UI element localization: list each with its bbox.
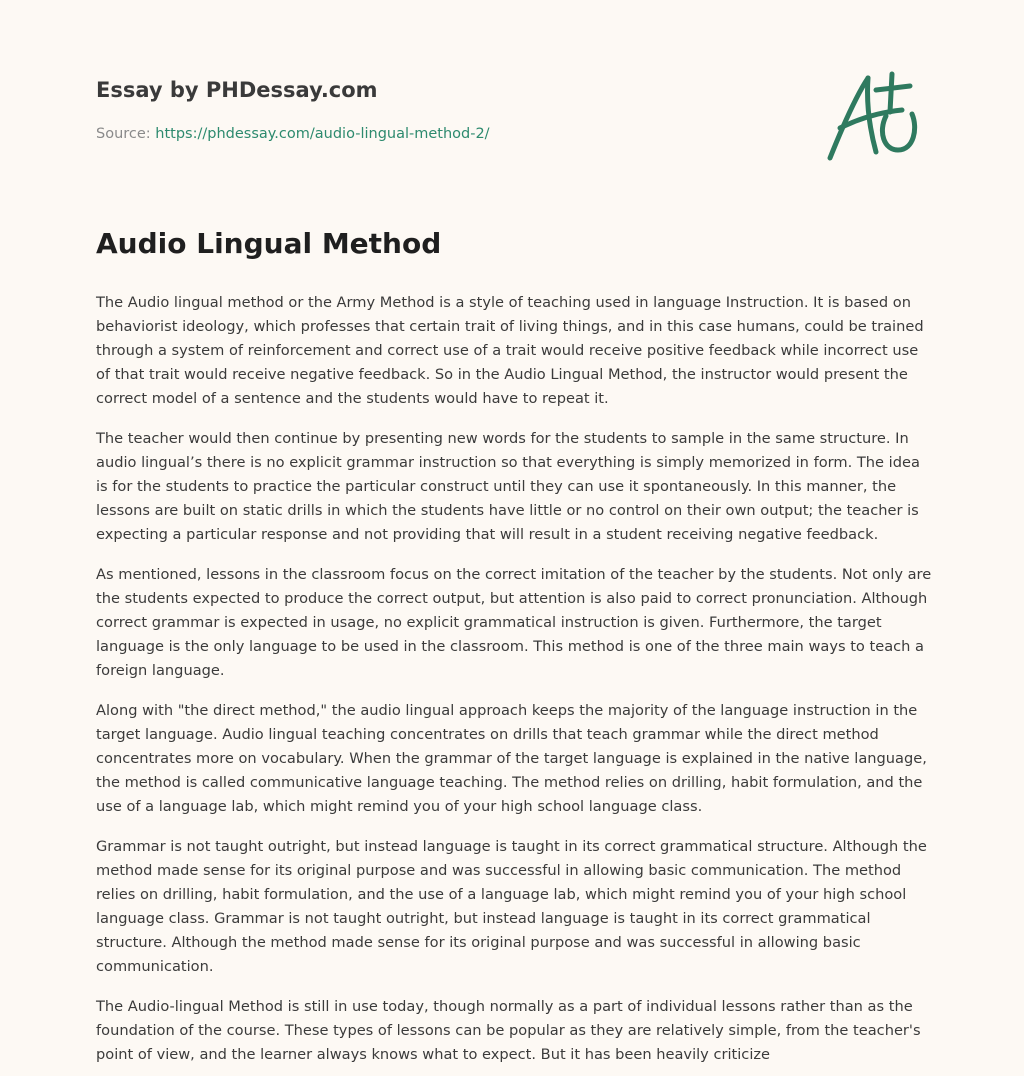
paragraph: Grammar is not taught outright, but instead language is taught in its correct grammatical structure. Although the method made sense for its original purpose and was successful in allowing basic communication. The method relies on drilling, habit formulation, and the use of a language lab, which might remind you of your high school language class. Grammar is not taught outright, but instead language is taught in its correct grammatical structure. Although the method made sense for its original purpose and was successful in allowing basic communication. <box>96 838 927 975</box>
source-link[interactable]: https://phdessay.com/audio-lingual-method-2/ <box>155 126 490 142</box>
a-plus-logo <box>820 66 930 166</box>
essay-title: Audio Lingual Method <box>96 227 442 260</box>
a-plus-logo-icon <box>820 66 930 166</box>
paragraph: The Audio-lingual Method is still in use today, though normally as a part of individual lessons rather than as the foundation of the course. These types of lessons can be popular as they are relatively simple, from the teacher's point of view, and the learner always knows what to expect. But it has been heavily criticize <box>96 998 921 1063</box>
source-line <box>96 124 796 144</box>
paragraph: The Audio lingual method or the Army Method is a style of teaching used in language Instruction. It is based on behaviorist ideology, which professes that certain trait of living things, and in this case humans, could be trained through a system of reinforcement and correct use of a trait would receive positive feedback while incorrect use of that trait would receive negative feedback. So in the Audio Lingual Method, the instructor would present the correct model of a sentence and the students would have to repeat it. <box>96 294 924 407</box>
essay-article <box>96 224 936 1076</box>
site-title: Essay by PHDessay.com <box>96 78 378 102</box>
paragraph: The teacher would then continue by presenting new words for the students to sample in the same structure. In audio lingual’s there is no explicit grammar instruction so that everything is simply memorized in form. The idea is for the students to practice the particular construct until they can use it spontaneously. In this manner, the lessons are built on static drills in which the students have little or no control on their own output; the teacher is expecting a particular response and not providing that will result in a student receiving negative feedback. <box>96 430 920 543</box>
page-header <box>96 76 796 144</box>
source-label: Source: <box>96 126 151 142</box>
paragraph: As mentioned, lessons in the classroom focus on the correct imitation of the teacher by the students. Not only are the students expected to produce the correct output, but attention is also paid to correct pronunciation. Although correct grammar is expected in usage, no explicit grammatical instruction is given. Furthermore, the target language is the only language to be used in the classroom. This method is one of the three main ways to teach a foreign language. <box>96 566 932 679</box>
paragraph: Along with "the direct method," the audio lingual approach keeps the majority of the language instruction in the target language. Audio lingual teaching concentrates on drills that teach grammar while the direct method concentrates more on vocabulary. When the grammar of the target language is explained in the native language, the method is called communicative language teaching. The method relies on drilling, habit formulation, and the use of a language lab, which might remind you of your high school language class. <box>96 702 927 815</box>
